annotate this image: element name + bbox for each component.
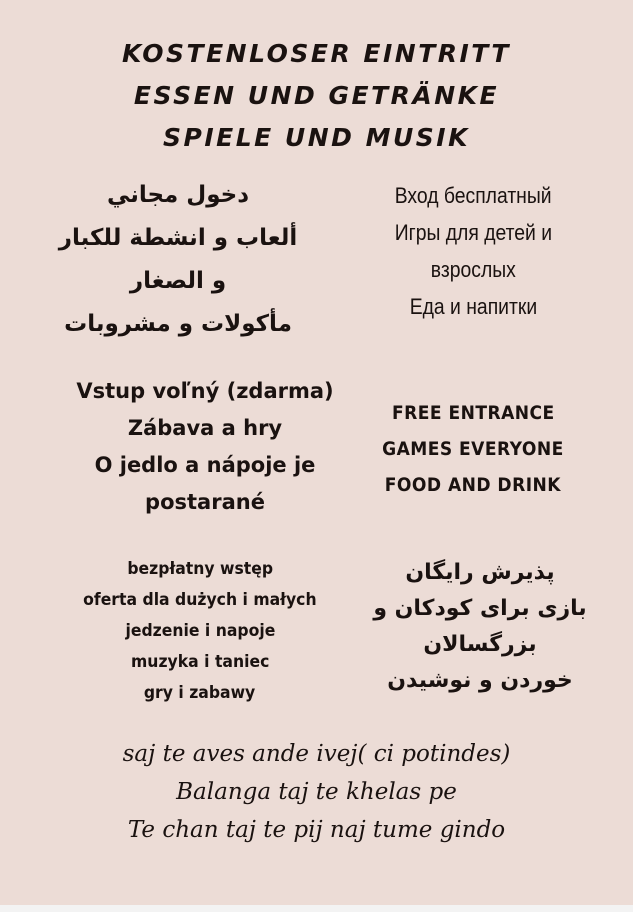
arabic-text-block (20, 174, 336, 346)
slovak-line-4: postarané (145, 490, 265, 514)
slovak-line-1: Vstup voľný (zdarma) (76, 379, 334, 403)
polish-line-2: oferta dla dużych i małych (83, 590, 317, 610)
romani-text-block (0, 735, 633, 849)
russian-text-block (355, 177, 591, 325)
slovak-text-block (60, 373, 350, 521)
arabic-line-1: دخول مجاني (106, 182, 250, 208)
persian-line-3: بزرگسالان (423, 632, 537, 657)
russian-line-2: Игры для детей и (394, 220, 552, 245)
russian-line-1: Вход бесплатный (394, 183, 552, 208)
persian-line-2: بازی برای کودکان و (373, 596, 587, 621)
romani-line-2: Balanga taj te khelas pe (176, 779, 457, 805)
romani-line-3: Te chan taj te pij naj tume gindo (127, 817, 506, 843)
polish-line-1: bezpłatny wstęp (127, 559, 273, 579)
russian-line-4: Еда и напитки (409, 294, 537, 319)
english-line-2: GAMES EVERYONE (382, 438, 564, 460)
polish-line-4: muzyka i taniec (130, 652, 270, 672)
german-line-games-music: SPIELE UND MUSIK (163, 123, 470, 152)
german-line-food-drinks: ESSEN UND GETRÄNKE (133, 81, 500, 110)
persian-line-4: خوردن و نوشیدن (387, 668, 573, 693)
polish-text-block (50, 554, 350, 709)
polish-line-3: jedzenie i napoje (125, 621, 275, 641)
arabic-line-4: مأكولات و مشروبات (64, 311, 292, 337)
english-text-block (360, 395, 586, 503)
arabic-line-2: ألعاب و انشطة للكبار (58, 225, 298, 251)
slovak-line-3: O jedlo a nápoje je (94, 453, 316, 477)
persian-text-block (355, 555, 605, 699)
slovak-line-2: Zábava a hry (127, 416, 283, 440)
english-line-1: FREE ENTRANCE (391, 402, 555, 424)
arabic-line-3: و الصغار (129, 268, 227, 294)
english-line-3: FOOD AND DRINK (384, 474, 562, 496)
german-line-free-entry: KOSTENLOSER EINTRITT (121, 39, 511, 68)
persian-line-1: پذیرش رایگان (405, 560, 555, 585)
romani-line-1: saj te aves ande ivej( ci potindes) (122, 741, 511, 767)
russian-line-3: взрослых (430, 257, 516, 282)
polish-line-5: gry i zabawy (144, 683, 256, 703)
german-text-block (0, 33, 633, 159)
bottom-edge-strip (0, 905, 633, 912)
